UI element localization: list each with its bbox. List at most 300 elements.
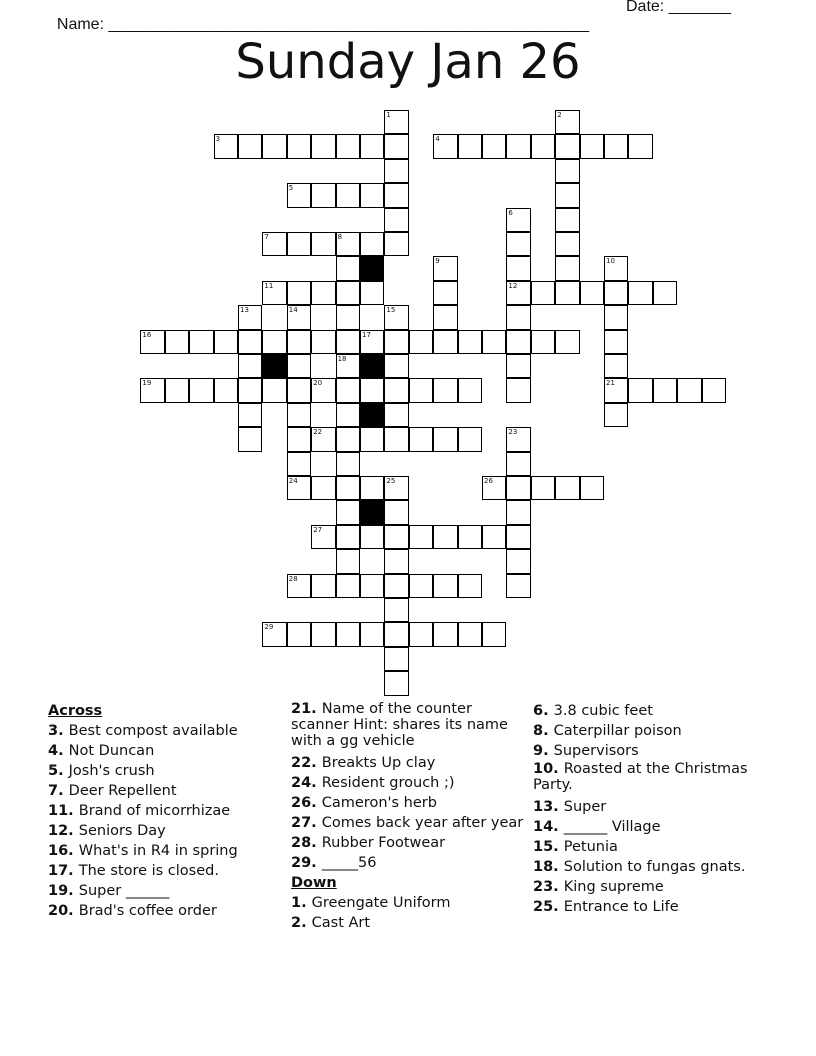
grid-cell[interactable] <box>311 476 335 500</box>
clue-num: 24. <box>291 775 322 791</box>
grid-cell[interactable] <box>677 378 701 402</box>
clue-text: Supervisors <box>553 743 639 759</box>
grid-cell[interactable] <box>506 232 530 256</box>
grid-cell[interactable] <box>189 330 213 354</box>
grid-cell[interactable] <box>360 427 384 451</box>
grid-cell[interactable] <box>214 378 238 402</box>
clue-num: 2. <box>291 915 312 931</box>
clue-item <box>48 861 283 881</box>
clue-item <box>291 913 526 933</box>
clue-number: 9 <box>435 257 440 266</box>
grid-cell[interactable] <box>311 427 335 451</box>
grid-cell[interactable] <box>384 378 408 402</box>
clue-num: 20. <box>48 903 79 919</box>
clue-num: 13. <box>533 799 564 815</box>
grid-cell[interactable] <box>336 549 360 573</box>
clue-num: 7. <box>48 783 69 799</box>
clue-number: 8 <box>337 233 343 241</box>
grid-cell[interactable] <box>506 525 530 549</box>
grid-cell[interactable] <box>604 354 628 378</box>
clue-item <box>291 893 526 913</box>
clue-number: 22 <box>313 428 323 437</box>
grid-cell[interactable] <box>555 110 579 134</box>
grid-cell[interactable] <box>336 330 360 354</box>
clue-text: Super ______ <box>78 883 170 899</box>
clue-item <box>533 817 768 837</box>
grid-cell[interactable] <box>287 403 311 427</box>
grid-cell[interactable] <box>702 378 726 402</box>
grid-cell[interactable] <box>311 378 335 402</box>
grid-cell[interactable] <box>604 281 628 305</box>
clue-item <box>533 857 768 877</box>
grid-cell[interactable] <box>360 476 384 500</box>
grid-cell[interactable] <box>580 134 604 158</box>
clue-item <box>533 721 768 741</box>
grid-cell[interactable] <box>140 378 164 402</box>
grid-cell[interactable] <box>262 330 286 354</box>
clue-item <box>291 853 526 873</box>
grid-cell[interactable] <box>409 525 433 549</box>
clue-num: 17. <box>48 863 79 879</box>
clue-text: Brad's coffee order <box>78 903 217 919</box>
grid-cell[interactable] <box>287 476 311 500</box>
grid-cell[interactable] <box>409 574 433 598</box>
grid-cell[interactable] <box>384 159 408 183</box>
grid-cell[interactable] <box>384 622 408 646</box>
grid-cell[interactable] <box>384 232 408 256</box>
clue-number: 27 <box>313 525 323 534</box>
grid-cell[interactable] <box>604 403 628 427</box>
grid-cell[interactable] <box>336 232 360 256</box>
grid-cell[interactable] <box>531 134 555 158</box>
grid-cell[interactable] <box>628 378 652 402</box>
grid-cell[interactable] <box>433 305 457 329</box>
clues-column-2 <box>291 701 526 933</box>
clue-text: Roasted at the Christmas Party. <box>533 761 748 793</box>
grid-cell[interactable] <box>506 549 530 573</box>
clue-number: 1 <box>386 111 391 119</box>
clue-num: 12. <box>48 823 79 839</box>
black-square <box>360 403 384 427</box>
grid-cell[interactable] <box>287 330 311 354</box>
grid-cell[interactable] <box>433 281 457 305</box>
clue-number: 10 <box>606 257 615 266</box>
clue-item <box>533 797 768 817</box>
grid-cell[interactable] <box>384 208 408 232</box>
grid-cell[interactable] <box>506 330 530 354</box>
grid-cell[interactable] <box>433 574 457 598</box>
grid-cell[interactable] <box>287 378 311 402</box>
clue-item <box>48 881 283 901</box>
clue-text: Not Duncan <box>68 743 155 759</box>
clue-item <box>48 801 283 821</box>
grid-cell[interactable] <box>336 134 360 158</box>
clue-text: Rubber Footwear <box>321 835 446 851</box>
grid-cell[interactable] <box>458 427 482 451</box>
grid-cell[interactable] <box>238 305 262 329</box>
clue-number: 3 <box>215 135 221 144</box>
clue-num: 1. <box>291 895 312 911</box>
clue-number: 12 <box>508 281 518 290</box>
grid-cell[interactable] <box>336 622 360 646</box>
grid-cell[interactable] <box>458 525 482 549</box>
grid-cell[interactable] <box>384 598 408 622</box>
clue-item <box>291 701 526 749</box>
grid-cell[interactable] <box>336 256 360 280</box>
grid-cell[interactable] <box>262 378 286 402</box>
across-clue-list-continued <box>291 701 526 873</box>
grid-cell[interactable] <box>384 525 408 549</box>
clue-number: 28 <box>288 574 298 583</box>
clue-num: 5. <box>48 763 69 779</box>
grid-cell[interactable] <box>287 354 311 378</box>
grid-cell[interactable] <box>482 330 506 354</box>
grid-cell[interactable] <box>336 378 360 402</box>
clue-text: Brand of micorrhizae <box>78 803 231 819</box>
grid-cell[interactable] <box>580 281 604 305</box>
grid-cell[interactable] <box>384 110 408 134</box>
grid-cell[interactable] <box>482 622 506 646</box>
clue-text: Entrance to Life <box>563 899 679 915</box>
grid-cell[interactable] <box>384 403 408 427</box>
grid-cell[interactable] <box>458 378 482 402</box>
clue-num: 10. <box>533 761 564 777</box>
clue-number: 11 <box>264 281 274 290</box>
clue-item <box>48 741 283 761</box>
clue-text: Deer Repellent <box>68 783 177 799</box>
black-square <box>360 500 384 524</box>
grid-cell[interactable] <box>482 525 506 549</box>
clue-number: 13 <box>240 306 249 315</box>
clue-item <box>48 721 283 741</box>
grid-cell[interactable] <box>262 232 286 256</box>
clue-number: 21 <box>606 379 615 388</box>
grid-cell[interactable] <box>384 330 408 354</box>
page-title: Sunday Jan 26 <box>235 34 581 90</box>
grid-cell[interactable] <box>384 476 408 500</box>
grid-cell[interactable] <box>238 378 262 402</box>
grid-cell[interactable] <box>165 330 189 354</box>
grid-cell[interactable] <box>238 427 262 451</box>
grid-cell[interactable] <box>311 134 335 158</box>
clue-text: Greengate Uniform <box>311 895 451 911</box>
grid-cell[interactable] <box>384 500 408 524</box>
black-square <box>360 354 384 378</box>
grid-cell[interactable] <box>458 330 482 354</box>
grid-cell[interactable] <box>311 232 335 256</box>
clue-item <box>291 773 526 793</box>
clue-number: 14 <box>288 306 298 315</box>
clue-number: 16 <box>142 330 152 339</box>
clue-item <box>533 837 768 857</box>
clue-text: Josh's crush <box>68 763 155 779</box>
grid-cell[interactable] <box>336 305 360 329</box>
clue-num: 29. <box>291 855 322 871</box>
grid-cell[interactable] <box>506 476 530 500</box>
clue-text: King supreme <box>563 879 664 895</box>
grid-cell[interactable] <box>506 134 530 158</box>
clue-text: Super <box>563 799 607 815</box>
clue-item <box>533 741 768 761</box>
grid-cell[interactable] <box>506 574 530 598</box>
clue-item <box>533 877 768 897</box>
clue-text: Petunia <box>563 839 618 855</box>
down-clue-list <box>291 893 526 933</box>
grid-cell[interactable] <box>238 403 262 427</box>
grid-cell[interactable] <box>433 256 457 280</box>
clue-num: 4. <box>48 743 69 759</box>
clue-number: 18 <box>337 355 347 363</box>
clue-text: Cast Art <box>311 915 371 931</box>
grid-cell[interactable] <box>384 354 408 378</box>
grid-cell[interactable] <box>360 330 384 354</box>
grid-cell[interactable] <box>433 134 457 158</box>
grid-cell[interactable] <box>458 574 482 598</box>
clue-number: 25 <box>386 477 396 485</box>
grid-cell[interactable] <box>360 183 384 207</box>
grid-cell[interactable] <box>360 281 384 305</box>
grid-cell[interactable] <box>653 281 677 305</box>
grid-cell[interactable] <box>604 378 628 402</box>
grid-cell[interactable] <box>262 134 286 158</box>
clue-num: 14. <box>533 819 564 835</box>
grid-cell[interactable] <box>458 134 482 158</box>
grid-cell[interactable] <box>604 256 628 280</box>
grid-cell[interactable] <box>628 134 652 158</box>
grid-cell[interactable] <box>360 232 384 256</box>
clue-num: 27. <box>291 815 322 831</box>
clue-num: 18. <box>533 859 564 875</box>
grid-cell[interactable] <box>409 330 433 354</box>
clue-text: Solution to fungas gnats. <box>563 859 746 875</box>
grid-cell[interactable] <box>555 256 579 280</box>
clues-column-1 <box>48 701 283 921</box>
grid-cell[interactable] <box>531 330 555 354</box>
clue-num: 11. <box>48 803 79 819</box>
grid-cell[interactable] <box>311 281 335 305</box>
grid-cell[interactable] <box>238 330 262 354</box>
grid-cell[interactable] <box>287 452 311 476</box>
grid-cell[interactable] <box>360 378 384 402</box>
grid-cell[interactable] <box>604 330 628 354</box>
clue-item <box>48 821 283 841</box>
grid-cell[interactable] <box>506 256 530 280</box>
grid-cell[interactable] <box>653 378 677 402</box>
clue-text: _____56 <box>321 855 377 871</box>
grid-cell[interactable] <box>336 403 360 427</box>
clue-text: Caterpillar poison <box>553 723 682 739</box>
grid-cell[interactable] <box>555 183 579 207</box>
grid-cell[interactable] <box>409 378 433 402</box>
grid-cell[interactable] <box>214 134 238 158</box>
grid-cell[interactable] <box>360 574 384 598</box>
grid-cell[interactable] <box>311 183 335 207</box>
grid-cell[interactable] <box>482 134 506 158</box>
grid-cell[interactable] <box>384 134 408 158</box>
clue-text: Name of the counter scanner Hint: shares its name with a gg vehicle <box>291 701 508 749</box>
grid-cell[interactable] <box>140 330 164 354</box>
grid-cell[interactable] <box>262 281 286 305</box>
clue-num: 21. <box>291 701 322 717</box>
clue-number: 23 <box>508 428 518 437</box>
clue-text: 3.8 cubic feet <box>553 703 653 719</box>
grid-cell[interactable] <box>384 647 408 671</box>
grid-cell[interactable] <box>336 476 360 500</box>
clue-number: 29 <box>264 623 274 632</box>
clue-num: 3. <box>48 723 69 739</box>
grid-cell[interactable] <box>336 452 360 476</box>
date-field[interactable]: Date: _______ <box>626 0 731 15</box>
grid-cell[interactable] <box>506 500 530 524</box>
grid-cell[interactable] <box>287 574 311 598</box>
clue-item <box>291 833 526 853</box>
grid-cell[interactable] <box>238 354 262 378</box>
clue-number: 5 <box>288 184 294 193</box>
clue-item <box>533 897 768 917</box>
grid-cell[interactable] <box>506 452 530 476</box>
name-field[interactable]: Name: ______________________________________________________ <box>56 16 589 33</box>
grid-cell[interactable] <box>433 427 457 451</box>
clue-text: Breakts Up clay <box>321 755 436 771</box>
down-clue-list-continued <box>533 701 768 917</box>
grid-cell[interactable] <box>238 134 262 158</box>
grid-cell[interactable] <box>506 354 530 378</box>
clue-number: 24 <box>288 477 298 485</box>
grid-cell[interactable] <box>336 354 360 378</box>
clue-num: 23. <box>533 879 564 895</box>
grid-cell[interactable] <box>555 476 579 500</box>
clue-text: ______ Village <box>563 819 661 835</box>
grid-cell[interactable] <box>604 305 628 329</box>
clue-item <box>291 753 526 773</box>
grid-cell[interactable] <box>287 281 311 305</box>
clue-text: What's in R4 in spring <box>78 843 238 859</box>
grid-cell[interactable] <box>287 183 311 207</box>
clue-number: 15 <box>386 306 396 315</box>
grid-cell[interactable] <box>384 574 408 598</box>
clue-num: 26. <box>291 795 322 811</box>
grid-cell[interactable] <box>311 525 335 549</box>
grid-cell[interactable] <box>336 281 360 305</box>
grid-cell[interactable] <box>336 183 360 207</box>
grid-cell[interactable] <box>555 134 579 158</box>
grid-cell[interactable] <box>555 232 579 256</box>
grid-cell[interactable] <box>287 305 311 329</box>
clue-number: 7 <box>264 233 269 241</box>
grid-cell[interactable] <box>555 159 579 183</box>
grid-cell[interactable] <box>409 427 433 451</box>
grid-cell[interactable] <box>482 476 506 500</box>
grid-cell[interactable] <box>506 208 530 232</box>
grid-cell[interactable] <box>555 330 579 354</box>
grid-cell[interactable] <box>604 134 628 158</box>
clue-item <box>533 701 768 721</box>
grid-cell[interactable] <box>628 281 652 305</box>
clue-text: Seniors Day <box>78 823 166 839</box>
grid-cell[interactable] <box>336 525 360 549</box>
grid-cell[interactable] <box>433 622 457 646</box>
grid-cell[interactable] <box>262 622 286 646</box>
grid-cell[interactable] <box>287 134 311 158</box>
clue-item <box>533 761 768 793</box>
grid-cell[interactable] <box>311 622 335 646</box>
clue-num: 6. <box>533 703 554 719</box>
clue-text: Best compost available <box>68 723 238 739</box>
grid-cell[interactable] <box>311 330 335 354</box>
grid-cell[interactable] <box>311 574 335 598</box>
clues-column-3 <box>533 701 768 917</box>
black-square <box>262 354 286 378</box>
grid-cell[interactable] <box>360 134 384 158</box>
grid-cell[interactable] <box>409 622 433 646</box>
grid-cell[interactable] <box>336 500 360 524</box>
grid-cell[interactable] <box>433 330 457 354</box>
grid-cell[interactable] <box>531 476 555 500</box>
grid-cell[interactable] <box>433 378 457 402</box>
down-heading: Down <box>291 875 337 891</box>
clue-item <box>48 781 283 801</box>
clue-num: 9. <box>533 743 554 759</box>
grid-cell[interactable] <box>336 427 360 451</box>
grid-cell[interactable] <box>287 622 311 646</box>
grid-cell[interactable] <box>580 476 604 500</box>
grid-cell[interactable] <box>384 427 408 451</box>
clue-text: Resident grouch ;) <box>321 775 455 791</box>
clue-item <box>291 813 526 833</box>
clue-item <box>48 901 283 921</box>
clue-text: Cameron's herb <box>321 795 437 811</box>
grid-cell[interactable] <box>165 378 189 402</box>
clue-text: The store is closed. <box>78 863 219 879</box>
clue-num: 16. <box>48 843 79 859</box>
black-square <box>360 256 384 280</box>
across-heading: Across <box>48 703 103 719</box>
grid-cell[interactable] <box>214 330 238 354</box>
grid-cell[interactable] <box>384 183 408 207</box>
clue-number: 26 <box>484 477 493 485</box>
clue-item <box>48 761 283 781</box>
clue-item <box>291 793 526 813</box>
grid-cell[interactable] <box>189 378 213 402</box>
across-clue-list <box>48 721 283 921</box>
grid-cell[interactable] <box>384 671 408 695</box>
grid-cell[interactable] <box>555 208 579 232</box>
grid-cell[interactable] <box>360 525 384 549</box>
grid-cell[interactable] <box>287 232 311 256</box>
grid-cell[interactable] <box>531 281 555 305</box>
clue-num: 28. <box>291 835 322 851</box>
grid-cell[interactable] <box>458 622 482 646</box>
grid-cell[interactable] <box>384 549 408 573</box>
grid-cell[interactable] <box>555 281 579 305</box>
clue-number: 2 <box>557 111 562 119</box>
clue-num: 22. <box>291 755 322 771</box>
grid-cell[interactable] <box>336 574 360 598</box>
grid-cell[interactable] <box>506 378 530 402</box>
clue-num: 15. <box>533 839 564 855</box>
clue-number: 17 <box>362 330 371 339</box>
grid-cell[interactable] <box>287 427 311 451</box>
clue-num: 19. <box>48 883 79 899</box>
grid-cell[interactable] <box>384 305 408 329</box>
grid-cell[interactable] <box>506 305 530 329</box>
grid-cell[interactable] <box>433 525 457 549</box>
clue-text: Comes back year after year <box>321 815 524 831</box>
clue-num: 8. <box>533 723 554 739</box>
grid-cell[interactable] <box>506 427 530 451</box>
grid-cell[interactable] <box>360 622 384 646</box>
grid-cell[interactable] <box>506 281 530 305</box>
